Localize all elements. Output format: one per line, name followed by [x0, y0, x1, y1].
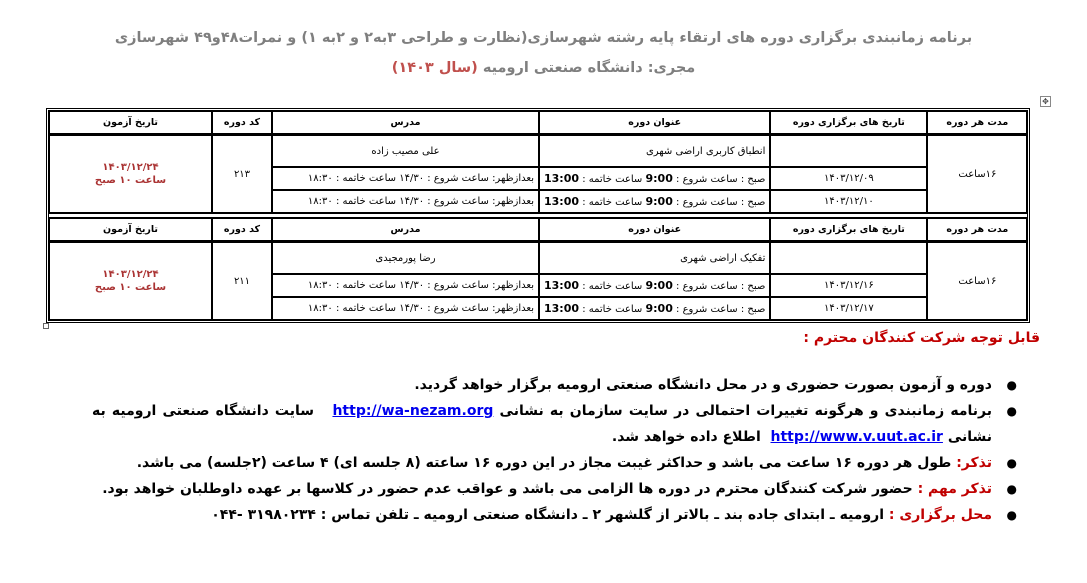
- table-move-handle-icon[interactable]: ✥: [1040, 96, 1051, 107]
- table-header-row: [49, 218, 1027, 242]
- session-date: ۱۴۰۳/۱۲/۰۹: [770, 167, 927, 190]
- header-exam-date: تاریخ آزمون: [49, 218, 212, 242]
- header-code: کد دوره: [212, 218, 272, 242]
- course-duration: ۱۶ساعت: [927, 135, 1027, 213]
- course-title: انطباق کاربری اراضی شهری: [539, 135, 770, 167]
- morning-end: 13:00: [544, 278, 580, 292]
- course-dates-empty: [770, 242, 927, 274]
- bullet-icon: ●: [1006, 456, 1017, 470]
- exam-time: ساعت ۱۰ صبح: [94, 175, 167, 186]
- morning-prefix: صبح : ساعت شروع :: [676, 280, 766, 292]
- header-instructor: مدرس: [272, 218, 539, 242]
- schedule-middle: سایت دانشگاه صنعتی ارومیه به نشانی: [92, 403, 992, 445]
- morning-end: 13:00: [544, 194, 580, 208]
- morning-start: 9:00: [645, 301, 673, 315]
- morning-prefix: صبح : ساعت شروع :: [676, 196, 766, 208]
- session-afternoon: بعدازظهر: ساعت شروع : ۱۴/۳۰ ساعت خاتمه : ۱۸:۳۰: [272, 274, 539, 297]
- course-instructor: علی مصیب زاده: [272, 135, 539, 167]
- morning-start: 9:00: [645, 171, 673, 185]
- bullet-icon: ●: [1006, 378, 1017, 392]
- session-afternoon: بعدازظهر: ساعت شروع : ۱۴/۳۰ ساعت خاتمه : ۱۸:۳۰: [272, 190, 539, 213]
- bullet-icon: ●: [1006, 482, 1017, 496]
- course-code: ۲۱۳: [212, 135, 272, 213]
- session-date: ۱۴۰۳/۱۲/۱۰: [770, 190, 927, 213]
- exam-cell: [49, 242, 212, 320]
- session-morning: [539, 190, 770, 213]
- exam-date: ۱۴۰۳/۱۲/۲۴: [102, 269, 159, 280]
- morning-start: 9:00: [645, 194, 673, 208]
- venue-text: ارومیه ـ ابتدای جاده بند ـ بالاتر از گلشهر ۲ ـ دانشگاه صنعتی ارومیه ـ تلفن تماس : ۳۱۹۸۰۲۳۴ -۰۴۴: [211, 507, 885, 523]
- in-person-text: دوره و آزمون بصورت حضوری و در محل دانشگاه صنعتی ارومیه برگزار خواهد گردید.: [414, 377, 992, 393]
- document-subtitle: [0, 60, 1087, 76]
- list-item: [92, 502, 1017, 528]
- header-course-title: عنوان دوره: [539, 111, 770, 135]
- year-text: (سال ۱۴۰۳): [391, 60, 478, 76]
- morning-end: 13:00: [544, 301, 580, 315]
- org-website-link[interactable]: http://wa-nezam.org: [332, 403, 494, 419]
- venue-label: محل برگزاری :: [888, 507, 992, 523]
- course-instructor: رضا پورمجیدی: [272, 242, 539, 274]
- morning-end: 13:00: [544, 171, 580, 185]
- header-dates: تاریخ های برگزاری دوره: [770, 111, 927, 135]
- morning-end-label: ساعت خاتمه :: [582, 280, 643, 292]
- notice-heading: قابل توجه شرکت کنندگان محترم :: [803, 330, 1040, 346]
- session-afternoon: بعدازظهر: ساعت شروع : ۱۴/۳۰ ساعت خاتمه : ۱۸:۳۰: [272, 297, 539, 320]
- session-afternoon: بعدازظهر: ساعت شروع : ۱۴/۳۰ ساعت خاتمه : ۱۸:۳۰: [272, 167, 539, 190]
- important-label: تذکر مهم :: [917, 481, 992, 497]
- morning-end-label: ساعت خاتمه :: [582, 196, 643, 208]
- course-duration: ۱۶ساعت: [927, 242, 1027, 320]
- bullet-icon: ●: [1006, 508, 1017, 522]
- schedule-table: [46, 108, 1030, 323]
- schedule-prefix: برنامه زمانبندی و هرگونه تغییرات احتمالی در سایت سازمان به نشانی: [499, 403, 993, 419]
- list-item: [92, 398, 1017, 450]
- morning-end-label: ساعت خاتمه :: [582, 303, 643, 315]
- session-date: ۱۴۰۳/۱۲/۱۶: [770, 274, 927, 297]
- header-duration: مدت هر دوره: [927, 111, 1027, 135]
- exam-time: ساعت ۱۰ صبح: [94, 282, 167, 293]
- header-course-title: عنوان دوره: [539, 218, 770, 242]
- header-duration: مدت هر دوره: [927, 218, 1027, 242]
- document-title: برنامه زمانبندی برگزاری دوره های ارتقاء پایه رشته شهرسازی(نظارت و طراحی ۳به۲ و ۲به ۱) و نمرات۴۸و۴۹ شهرسازی: [114, 30, 973, 46]
- course-row: [49, 242, 1027, 274]
- header-instructor: مدرس: [272, 111, 539, 135]
- reminder-text: طول هر دوره ۱۶ ساعت می باشد و حداکثر غیبت مجاز در این دوره ۱۶ ساعته (۸ جلسه ای) ۴ ساعت (۲جلسه) می باشد.: [136, 455, 952, 471]
- header-code: کد دوره: [212, 111, 272, 135]
- list-item: [92, 450, 1017, 476]
- notice-list: [92, 372, 1017, 528]
- session-date: ۱۴۰۳/۱۲/۱۷: [770, 297, 927, 320]
- list-item: [92, 372, 1017, 398]
- session-morning: [539, 297, 770, 320]
- course-title: تفکیک اراضی شهری: [539, 242, 770, 274]
- morning-prefix: صبح : ساعت شروع :: [676, 173, 766, 185]
- reminder-label: تذکر:: [956, 455, 992, 471]
- morning-start: 9:00: [645, 278, 673, 292]
- list-item: [92, 476, 1017, 502]
- morning-end-label: ساعت خاتمه :: [582, 173, 643, 185]
- course-row: [49, 135, 1027, 167]
- course-dates-empty: [770, 135, 927, 167]
- exam-cell: [49, 135, 212, 213]
- session-morning: [539, 167, 770, 190]
- university-website-link[interactable]: http://www.v.uut.ac.ir: [770, 429, 943, 445]
- important-text: حضور شرکت کنندگان محترم در دوره ها الزامی می باشد و عواقب عدم حضور در کلاسها بر عهده داوطلبان خواهد بود.: [102, 481, 913, 497]
- schedule-suffix: اطلاع داده خواهد شد.: [611, 429, 761, 445]
- exam-date: ۱۴۰۳/۱۲/۲۴: [102, 162, 159, 173]
- header-dates: تاریخ های برگزاری دوره: [770, 218, 927, 242]
- header-exam-date: تاریخ آزمون: [49, 111, 212, 135]
- morning-prefix: صبح : ساعت شروع :: [676, 303, 766, 315]
- table-header-row: [49, 111, 1027, 135]
- organizer-text: مجری: دانشگاه صنعتی ارومیه: [482, 60, 696, 76]
- course-code: ۲۱۱: [212, 242, 272, 320]
- bullet-icon: ●: [1006, 404, 1017, 418]
- session-morning: [539, 274, 770, 297]
- table-resize-handle-icon[interactable]: [43, 323, 49, 329]
